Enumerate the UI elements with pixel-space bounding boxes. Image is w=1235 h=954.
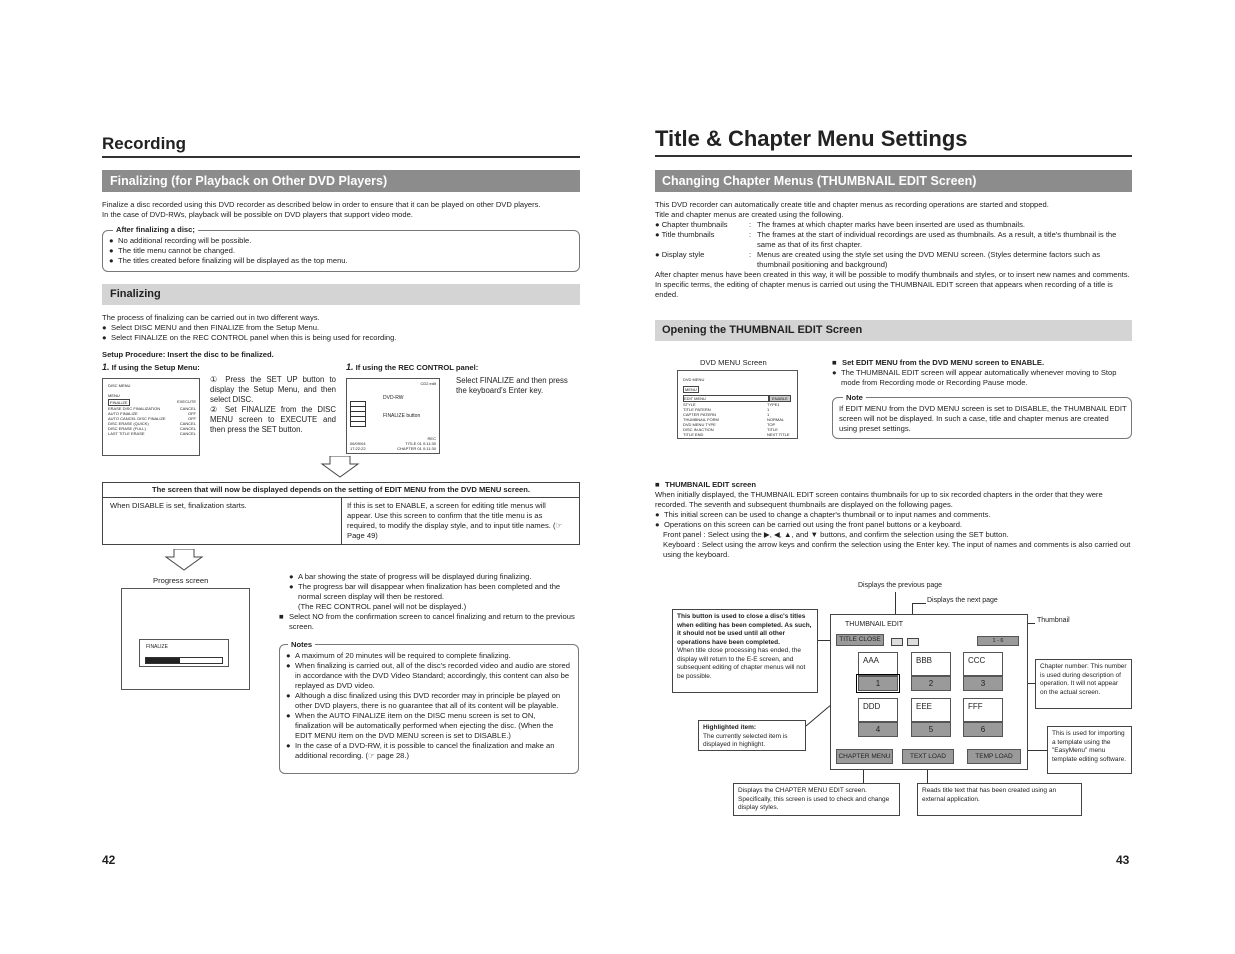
title-close-callout <box>672 609 818 693</box>
left-sub-heading <box>102 284 580 305</box>
text-load-button[interactable] <box>902 749 954 764</box>
menu-row: DVD MENU TYPE TOP <box>683 422 776 427</box>
front-panel-text: Front panel : Select using the ▶, ◀, ▲, and ▼ buttons, and confirm the selection using the SET button. <box>663 530 1009 539</box>
rec-panel-icon <box>350 401 366 427</box>
leader-line <box>1026 750 1048 751</box>
rec-label2: FINALIZE button <box>383 413 421 419</box>
notes-box <box>279 640 579 774</box>
rec-time: 17:22:22 <box>350 446 366 451</box>
tes-title: THUMBNAIL EDIT screen <box>665 480 756 489</box>
table-header: The screen that will now be displayed depends on the setting of EDIT MENU from the DVD MENU screen. <box>103 483 579 498</box>
sub-heading-text: Finalizing <box>110 288 161 300</box>
chapter-menu-button[interactable] <box>836 749 893 764</box>
table-cell-left: When DISABLE is set, finalization starts. <box>110 501 247 510</box>
step-number: 1. <box>102 362 110 372</box>
menu-row: ERASE DISC FINALIZATION CANCEL <box>108 406 196 411</box>
next-page-label: Displays the next page <box>927 597 998 604</box>
right-title-rule <box>655 155 1132 157</box>
menu-row: CAPTER PATERN 1 <box>683 412 770 417</box>
specific-text: In specific terms, the editing of chapter menus is carried out using the THUMBNAIL EDIT screen that appears when recording of a title is ended. <box>655 280 1113 299</box>
notes-title: Notes <box>288 640 315 650</box>
menu-row: DISC ERASE (FULL) CANCEL <box>108 426 196 431</box>
list-item: ● The progress bar will disappear when finalization has been completed and the normal screen display will then be restored. <box>289 582 561 601</box>
intro-line: Finalize a disc recorded using this DVD recorder as described below in order to ensure that it can be played on other DVD players. <box>102 200 541 209</box>
screen-menu: MENU <box>108 393 120 398</box>
dvd-rows <box>683 395 791 437</box>
thumbnail-cell[interactable]: BBB <box>911 652 951 676</box>
menu-row: AUTO CANCEL DISC FINALIZE OFF <box>108 416 196 421</box>
process-block <box>102 313 582 343</box>
progress-screen <box>121 588 250 690</box>
callout-bold: This button is used to close a disc's titles when editing has been completed. As such, it should not be used until all other operations have been completed. <box>677 613 812 646</box>
screen-title: DVD MENU <box>683 377 705 382</box>
sub-heading-text: Opening the THUMBNAIL EDIT Screen <box>662 324 863 336</box>
chapter-number: 2 <box>911 676 951 691</box>
intro-line: Title and chapter menus are created using the following. <box>655 210 844 219</box>
leader-line <box>912 603 926 604</box>
def-row: ● Display style : Menus are created using the style set using the DVD MENU screen. (Styles determine factors such as thumbnail positioning and background) <box>655 250 1101 269</box>
step-title: If using the Setup Menu: <box>111 363 200 372</box>
down-arrow-icon <box>164 549 204 571</box>
note-text: If EDIT MENU from the DVD MENU screen is set to DISABLE, the THUMBNAIL EDIT screen will not be displayed. In such a case, title and chapter menus are created using preset settings. <box>839 404 1127 433</box>
text-load-callout <box>917 783 1082 816</box>
dvd-menu-label: DVD MENU Screen <box>700 358 767 367</box>
progress-finalize-label: FINALIZE <box>146 644 168 650</box>
right-main-heading <box>655 170 1132 192</box>
step-number: 1. <box>346 362 354 372</box>
button-label: CHAPTER MENU <box>838 753 891 760</box>
tes-text: When initially displayed, the THUMBNAIL EDIT screen contains thumbnails for up to six recorded chapters in the order that they were recorded. The seventh and subsequent thumbnails are displayed on the following pages. <box>655 490 1103 509</box>
callout-text: The currently selected item is displayed in highlight. <box>703 732 788 748</box>
rec-title: TITLE 01 0:11:30 <box>405 441 436 446</box>
menu-row: TITLE END NEXT TITLE <box>683 432 790 437</box>
chapter-number: 3 <box>963 676 1003 691</box>
list-item: ● Select DISC MENU and then FINALIZE from the Setup Menu. <box>102 323 320 332</box>
left-page-number: 42 <box>102 853 116 867</box>
after-box-list <box>109 236 569 266</box>
menu-row: TITLE PATERN 1 <box>683 407 770 412</box>
menu-row: STYLE TYPE1 <box>683 402 780 407</box>
chapter-number: 6 <box>963 722 1003 737</box>
right-page-title: Title & Chapter Menu Settings <box>655 126 968 151</box>
list-item: ● The title menu cannot be changed. <box>109 246 235 255</box>
after-text: After chapter menus have been created in this way, it will be possible to modify thumbnails and styles, or to insert new names and comments. <box>655 270 1130 279</box>
thumbnail-cell[interactable]: FFF <box>963 698 1003 722</box>
process-text: The process of finalizing can be carried out in two different ways. <box>102 313 320 322</box>
progress-bar <box>145 657 223 664</box>
list-item: ● Although a disc finalized using this DVD recorder may in principle be played on other DVD players, there is no guarantee that all of its content will be playable. <box>286 691 561 710</box>
page-indicator-text: 1 - 6 <box>992 638 1004 644</box>
thumbnail-cell[interactable]: EEE <box>911 698 951 722</box>
cancel-item: ■ Select NO from the confirmation screen to cancel finalizing and return to the previous screen. <box>279 612 580 632</box>
callout-text: Reads title text that has been created using an external application. <box>922 787 1057 803</box>
progress-panel <box>139 639 229 667</box>
right-intro <box>655 200 1133 300</box>
progress-bar-fill <box>146 658 180 663</box>
step-title: If using the REC CONTROL panel: <box>355 363 479 372</box>
left-intro <box>102 200 582 220</box>
progress-list <box>289 572 580 612</box>
setup-steps <box>210 375 336 435</box>
list-item: ● Operations on this screen can be carried out using the front panel buttons or a keyboard. <box>655 520 963 529</box>
rec-label1: DVD-RW <box>383 395 404 401</box>
list-item: ● The titles created before finalizing will be displayed as the top menu. <box>109 256 348 265</box>
heading-text: Changing Chapter Menus (THUMBNAIL EDIT Screen) <box>662 174 977 188</box>
after-box-title: After finalizing a disc; <box>113 225 198 235</box>
table-divider <box>341 497 342 544</box>
callout-text: Displays the CHAPTER MENU EDIT screen. Specifically, this screen is used to check and change display styles. <box>738 787 890 811</box>
rec-control-screen <box>346 378 440 454</box>
set-edit-title: Set EDIT MENU from the DVD MENU screen to ENABLE. <box>842 358 1045 367</box>
prev-page-button[interactable] <box>891 638 903 646</box>
list-item: ● In the case of a DVD-RW, it is possible to cancel the finalization and make an additional recording. (☞ page 28.) <box>286 741 555 760</box>
thumbnail-cell[interactable]: DDD <box>858 698 898 722</box>
intro-line: In the case of DVD-RWs, playback will be possible on DVD players that support video mode. <box>102 210 413 219</box>
thumbnail-edit-screen <box>830 614 1028 770</box>
next-page-button[interactable] <box>907 638 919 646</box>
list-item: ● No additional recording will be possible. <box>109 236 252 245</box>
setup-procedure: Setup Procedure: Insert the disc to be finalized. <box>102 350 274 359</box>
list-item: ● When finalizing is carried out, all of the disc's recorded video and audio are stored in accordance with the DVD Video Standard; accordingly, this content can also be replayed as DVD video. <box>286 661 570 690</box>
list-item: ● Select FINALIZE on the REC CONTROL panel when this is being used for recording. <box>102 333 397 342</box>
screen-title: DISC MENU <box>108 383 131 388</box>
highlight-callout <box>698 720 806 751</box>
thumbnail-label: Thumbnail <box>1037 617 1070 624</box>
menu-row: THUMBNAIL FORM NORMAL <box>683 417 785 422</box>
step1b <box>346 362 478 373</box>
def-row: ● Chapter thumbnails : The frames at which chapter marks have been inserted are used as thumbnails. <box>655 220 1026 229</box>
chapter-number: 4 <box>858 722 898 737</box>
step-line: ② Set FINALIZE from the DISC MENU screen to EXECUTE and then press the SET button. <box>210 405 336 434</box>
menu-row: FINALIZE EXECUTE <box>110 399 196 405</box>
heading-text: Finalizing (for Playback on Other DVD Players) <box>110 174 388 188</box>
notes-list <box>286 651 572 761</box>
step1a <box>102 362 200 373</box>
set-edit-text: The THUMBNAIL EDIT screen will appear automatically whenever moving to Stop mode from Recording mode or Recording Pause mode. <box>841 368 1117 387</box>
rec-top: CD2 edit <box>420 381 436 386</box>
list-item: ● This initial screen can be used to change a chapter's thumbnail or to input names and comments. <box>655 510 991 519</box>
tes-block: ■ THUMBNAIL EDIT screen When initially displayed, the THUMBNAIL EDIT screen contains thumbnails for up to six recorded chapters in the order that they were recorded. The seventh and subsequent thumbnails are displayed on the following pages. ● This initial screen can be used to change a chapter's thumbnail or to input names and comments. ● Operations on this screen can be carried out using the front panel buttons or a keyboard. Front panel : Select using the ▶, ◀, ▲, and ▼ buttons, and confirm the selection using the SET button. Keyboard : Select using the arrow keys and confirm the selection using the Enter key. The input of names and comments is also carried out using the keyboard. <box>655 480 1133 560</box>
dvd-menu-screen <box>677 370 798 439</box>
list-item: ● A bar showing the state of progress will be displayed during finalizing. <box>289 572 532 581</box>
chapter-number-callout <box>1035 659 1132 709</box>
chapter-menu-callout <box>733 783 900 816</box>
rec-date: 06/09/04 <box>350 441 366 446</box>
menu-row: EDIT MENU ENABLE <box>683 395 791 402</box>
list-item: ● When the AUTO FINALIZE item on the DISC menu screen is set to ON, finalization will be automatically performed when ejecting the disc. (When the EDIT MENU item on the DVD MENU screen is set to DISABLE.) <box>286 711 554 740</box>
thumbnail-cell[interactable]: CCC <box>963 652 1003 676</box>
menu-row: LAST TITLE ERASE CANCEL <box>108 431 196 436</box>
note-title: Note <box>843 393 866 403</box>
button-label: TEXT LOAD <box>909 753 946 760</box>
button-label: TEMP LOAD <box>975 753 1013 760</box>
rec-chapter: CHAPTER 01 0:11:30 <box>397 446 436 451</box>
edit-menu-table <box>102 482 580 545</box>
temp-load-button[interactable] <box>967 749 1021 764</box>
table-cell-right: If this is set to ENABLE, a screen for editing title menus will appear. Use this screen to confirm that the title menu is as required, to modify the display style, and to input title names. (☞ Page 49) <box>347 501 563 540</box>
rec-rec: REC <box>427 436 436 441</box>
def-row: ● Title thumbnails : The frames at the start of individual recordings are used as thumbnails. As a result, a title's thumbnail is the same as that of its first chapter. <box>655 230 1117 249</box>
callout-text: Chapter number: This number is used during description of operation. It will not appear on the actual screen. <box>1040 663 1127 696</box>
disc-menu-screen <box>102 378 200 456</box>
after-finalizing-box <box>102 225 580 272</box>
menu-row: DISC ERASE (QUICK) CANCEL <box>108 421 196 426</box>
chapter-number: 5 <box>911 722 951 737</box>
down-arrow-icon <box>320 456 360 478</box>
cancel-text: Select NO from the confirmation screen to cancel finalizing and return to the previous screen. <box>289 612 575 631</box>
template-callout <box>1047 726 1132 774</box>
callout-text: When title close processing has ended, the display will return to the E-E screen, and subsequent editing of chapter menus will not be possible. <box>677 647 806 680</box>
callout-text: This is used for importing a template using the "EasyMenu" menu template editing software. <box>1052 730 1127 763</box>
menu-row: AUTO FINALIZE OFF <box>108 411 196 416</box>
note-box <box>832 393 1132 439</box>
rec-text: Select FINALIZE and then press the keyboard's Enter key. <box>456 376 568 395</box>
prev-page-label: Displays the previous page <box>858 582 943 589</box>
intro-line: This DVD recorder can automatically create title and chapter menus as recording operations are started and stopped. <box>655 200 1049 209</box>
thumbnail-cell[interactable]: AAA <box>858 652 898 676</box>
title-close-label: TITLE CLOSE <box>839 636 881 643</box>
left-main-heading <box>102 170 580 192</box>
right-page-number: 43 <box>1116 853 1130 867</box>
right-sub-heading <box>655 320 1132 341</box>
progress-label: Progress screen <box>153 576 209 585</box>
title-close-button[interactable] <box>836 634 884 646</box>
thumb-screen-title: THUMBNAIL EDIT <box>845 621 904 628</box>
keyboard-text: Keyboard : Select using the arrow keys and confirm the selection using the Enter key. The input of names and comments is also carried out using the keyboard. <box>663 540 1131 559</box>
menu-row: DISC IN ACTION TITLE <box>683 427 778 432</box>
screen-menu: MENU <box>685 387 697 392</box>
list-item: ● A maximum of 20 minutes will be required to complete finalizing. <box>286 651 511 660</box>
set-edit-block: ■ Set EDIT MENU from the DVD MENU screen to ENABLE. ● The THUMBNAIL EDIT screen will appear automatically whenever moving to Stop mode from Recording mode or Recording Pause mode. <box>832 358 1132 388</box>
disc-rows <box>108 399 196 436</box>
left-section-title: Recording <box>102 134 187 153</box>
step-line: ① Press the SET UP button to display the Setup Menu, and then select DISC. <box>210 375 336 404</box>
left-title-rule <box>102 156 580 158</box>
callout-bold: Highlighted item: <box>703 724 757 731</box>
list-item: (The REC CONTROL panel will not be displayed.) <box>298 602 467 611</box>
chapter-number: 1 <box>858 676 898 691</box>
page-indicator <box>977 636 1019 646</box>
